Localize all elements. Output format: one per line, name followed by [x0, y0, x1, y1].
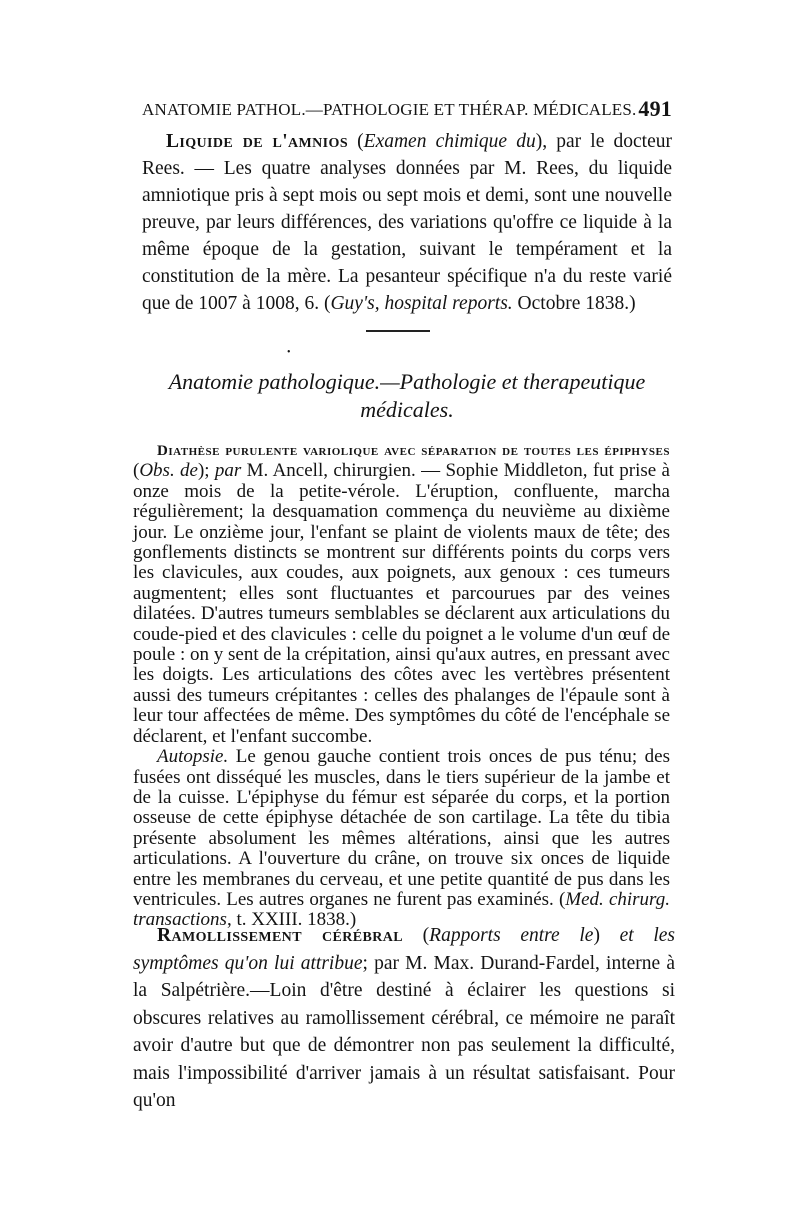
article-liquide-amnios: Liquide de l'amnios (Examen chimique du), par le docteur Rees. — Les quatre analyses données par M. Rees, du liquide amniotique pris à sept mois ou sept mois et demi, sont une nouvelle preuve, par leurs différences, des variations qu'offre ce liquide à la même époque de la gestation, suivant le tempérament et la constitution de la mère. La pesanteur spécifique n'a du reste varié que de 1007 à 1008, 6. (Guy's, hospital reports. Octobre 1838.) [142, 131, 672, 314]
article-body: ; par M. Max. Durand-Fardel, interne à la Salpétrière.—Loin d'être destiné à éclairer les questions si obscures relatives au ramollissement cérébral, ce mémoire ne paraît avoir d'autre but que de démontrer non pas seulement la difficulté, mais l'impossibilité d'arriver jamais à un résultat satisfaisant. Pour qu'on [133, 952, 675, 1111]
article-heading: Liquide de l'amnios [166, 131, 349, 152]
section-title-line1: Anatomie pathologique.—Pathologie et therapeutique [168, 369, 646, 394]
autopsie-body: Le genou gauche contient trois onces de pus ténu; des fusées ont disséqué les muscles, dans le tiers supérieur de la jambe et de la cuisse. L'épiphyse du fémur est séparée du corps, et la portion osseuse de cette épiphyse détachée de son cartilage. La tête du tibia présente absolument les mêmes altérations, ainsi que les autres articulations. A l'ouverture du crâne, on trouve six onces de liquide entre les membranes du cerveau, et une petite quantité de pus dans les ventricules. Les autres organes ne furent pas examinés. ( [133, 746, 670, 910]
article-subtitle: Rapports entre le [429, 925, 594, 946]
section-divider [366, 330, 430, 332]
article-body: ), par le docteur Rees. — Les quatre analyses données par M. Rees, du liquide amniotique pris à sept mois ou sept mois et demi, sont une nouvelle preuve, par leurs différences, des variations qu'offre ce liquide à la même époque de la gestation, suivant le tempérament et la constitution de la mère. La pesanteur spécifique n'a du reste varié que de 1007 à 1008, 6. ( [142, 131, 672, 314]
article-source: Med. chirurg. transactions [133, 888, 670, 931]
section-title [142, 368, 672, 424]
article-source-date: Octobre 1838.) [512, 293, 636, 314]
page-number: 491 [638, 96, 672, 121]
article-ramollissement-cerebral: Ramollissement cérébral (Rapports entre le) et les symptômes qu'on lui attribue; par M. Max. Durand-Fardel, interne à la Salpétrière.—Loin d'être destiné à éclairer les questions si obscures relatives au ramollissement cérébral, ce mémoire ne paraît avoir d'autre but que de démontrer non pas seulement la difficulté, mais l'impossibilité d'arriver jamais à un résultat satisfaisant. Pour qu'on [133, 925, 676, 1111]
article-subtitle: Examen chimique du [363, 131, 536, 152]
decorative-dot: • [287, 347, 291, 358]
article-heading: Ramollissement cérébral [157, 925, 403, 946]
article-heading: Diathèse purulente variolique avec séparation de toutes les épiphyses [157, 443, 670, 459]
autopsie-label: Autopsie. [157, 746, 229, 768]
article-diathese-purulente: Diathèse purulente variolique avec séparation de toutes les épiphyses (Obs. de); par M. Ancell, chirurgien. — Sophie Middleton, fut prise à onze mois de la petite-vérole. L'éruption, confluente, marcha régulièrement; la desquamation commença du neuvième au dixième jour. Le onzième jour, l'enfant se plaint de violents maux de tête; des gonflements distincts se montrent sur différents points du corps vers les clavicules, aux coudes, aux poignets, aux genoux : ces tumeurs augmentent; elles sont fluctuantes et parcourues par des veines dilatées. D'autres tumeurs semblables se déclarent aux articulations du coude-pied et des clavicules : celle du poignet a le volume d'un œuf de poule : on y sent de la crépitation, ainsi qu'aux autres, en pressant avec les doigts. Les articulations des côtes avec les vertèbres présentent aussi des tumeurs crépitantes : celles des phalanges de l'épaule sont à leur tour affectées de même. Des symptômes du côté de l'encéphale se déclarent, et l'enfant succombe. Autopsie. Le genou gauche contient trois onces de pus ténu; des fusées ont disséqué les muscles, dans le tiers supérieur de la jambe et de la cuisse. L'épiphyse du fémur est séparée du corps, et la portion osseuse de cette épiphyse détachée de son cartilage. La tête du tibia présente absolument les mêmes altérations, ainsi que les autres articulations. A l'ouverture du crâne, on trouve six onces de liquide entre les membranes du cerveau, et une petite quantité de pus dans les ventricules. Les autres organes ne furent pas examinés. (Med. chirurg. transactions, t. XXIII. 1838.) [133, 443, 670, 931]
article-source: Guy's, hospital reports. [330, 293, 513, 314]
section-title-line2: médicales. [360, 397, 454, 422]
running-title: ANATOMIE PATHOL.—PATHOLOGIE ET THÉRAP. MÉDICALES. [142, 100, 637, 119]
article-source-tail: , t. XXIII. 1838.) [226, 909, 357, 931]
article-subtitle-2: et les symptômes qu'on lui attribue [133, 925, 676, 974]
running-header [142, 96, 672, 121]
article-obs: Obs. de [139, 460, 198, 482]
article-body: M. Ancell, chirurgien. — Sophie Middleton, fut prise à onze mois de la petite-vérole. L'éruption, confluente, marcha régulièrement; la desquamation commença du neuvième au dixième jour. Le onzième jour, l'enfant se plaint de violents maux de tête; des gonflements distincts se montrent sur différents points du corps vers les clavicules, aux coudes, aux poignets, aux genoux : ces tumeurs augmentent; elles sont fluctuantes et parcourues par des veines dilatées. D'autres tumeurs semblables se déclarent aux articulations du coude-pied et des clavicules : celle du poignet a le volume d'un œuf de poule : on y sent de la crépitation, ainsi qu'aux autres, en pressant avec les doigts. Les articulations des côtes avec les vertèbres présentent aussi des tumeurs crépitantes : celles des phalanges de l'épaule sont à leur tour affectées de même. Des symptômes du côté de l'encéphale se déclarent, et l'enfant succombe. [133, 460, 670, 747]
